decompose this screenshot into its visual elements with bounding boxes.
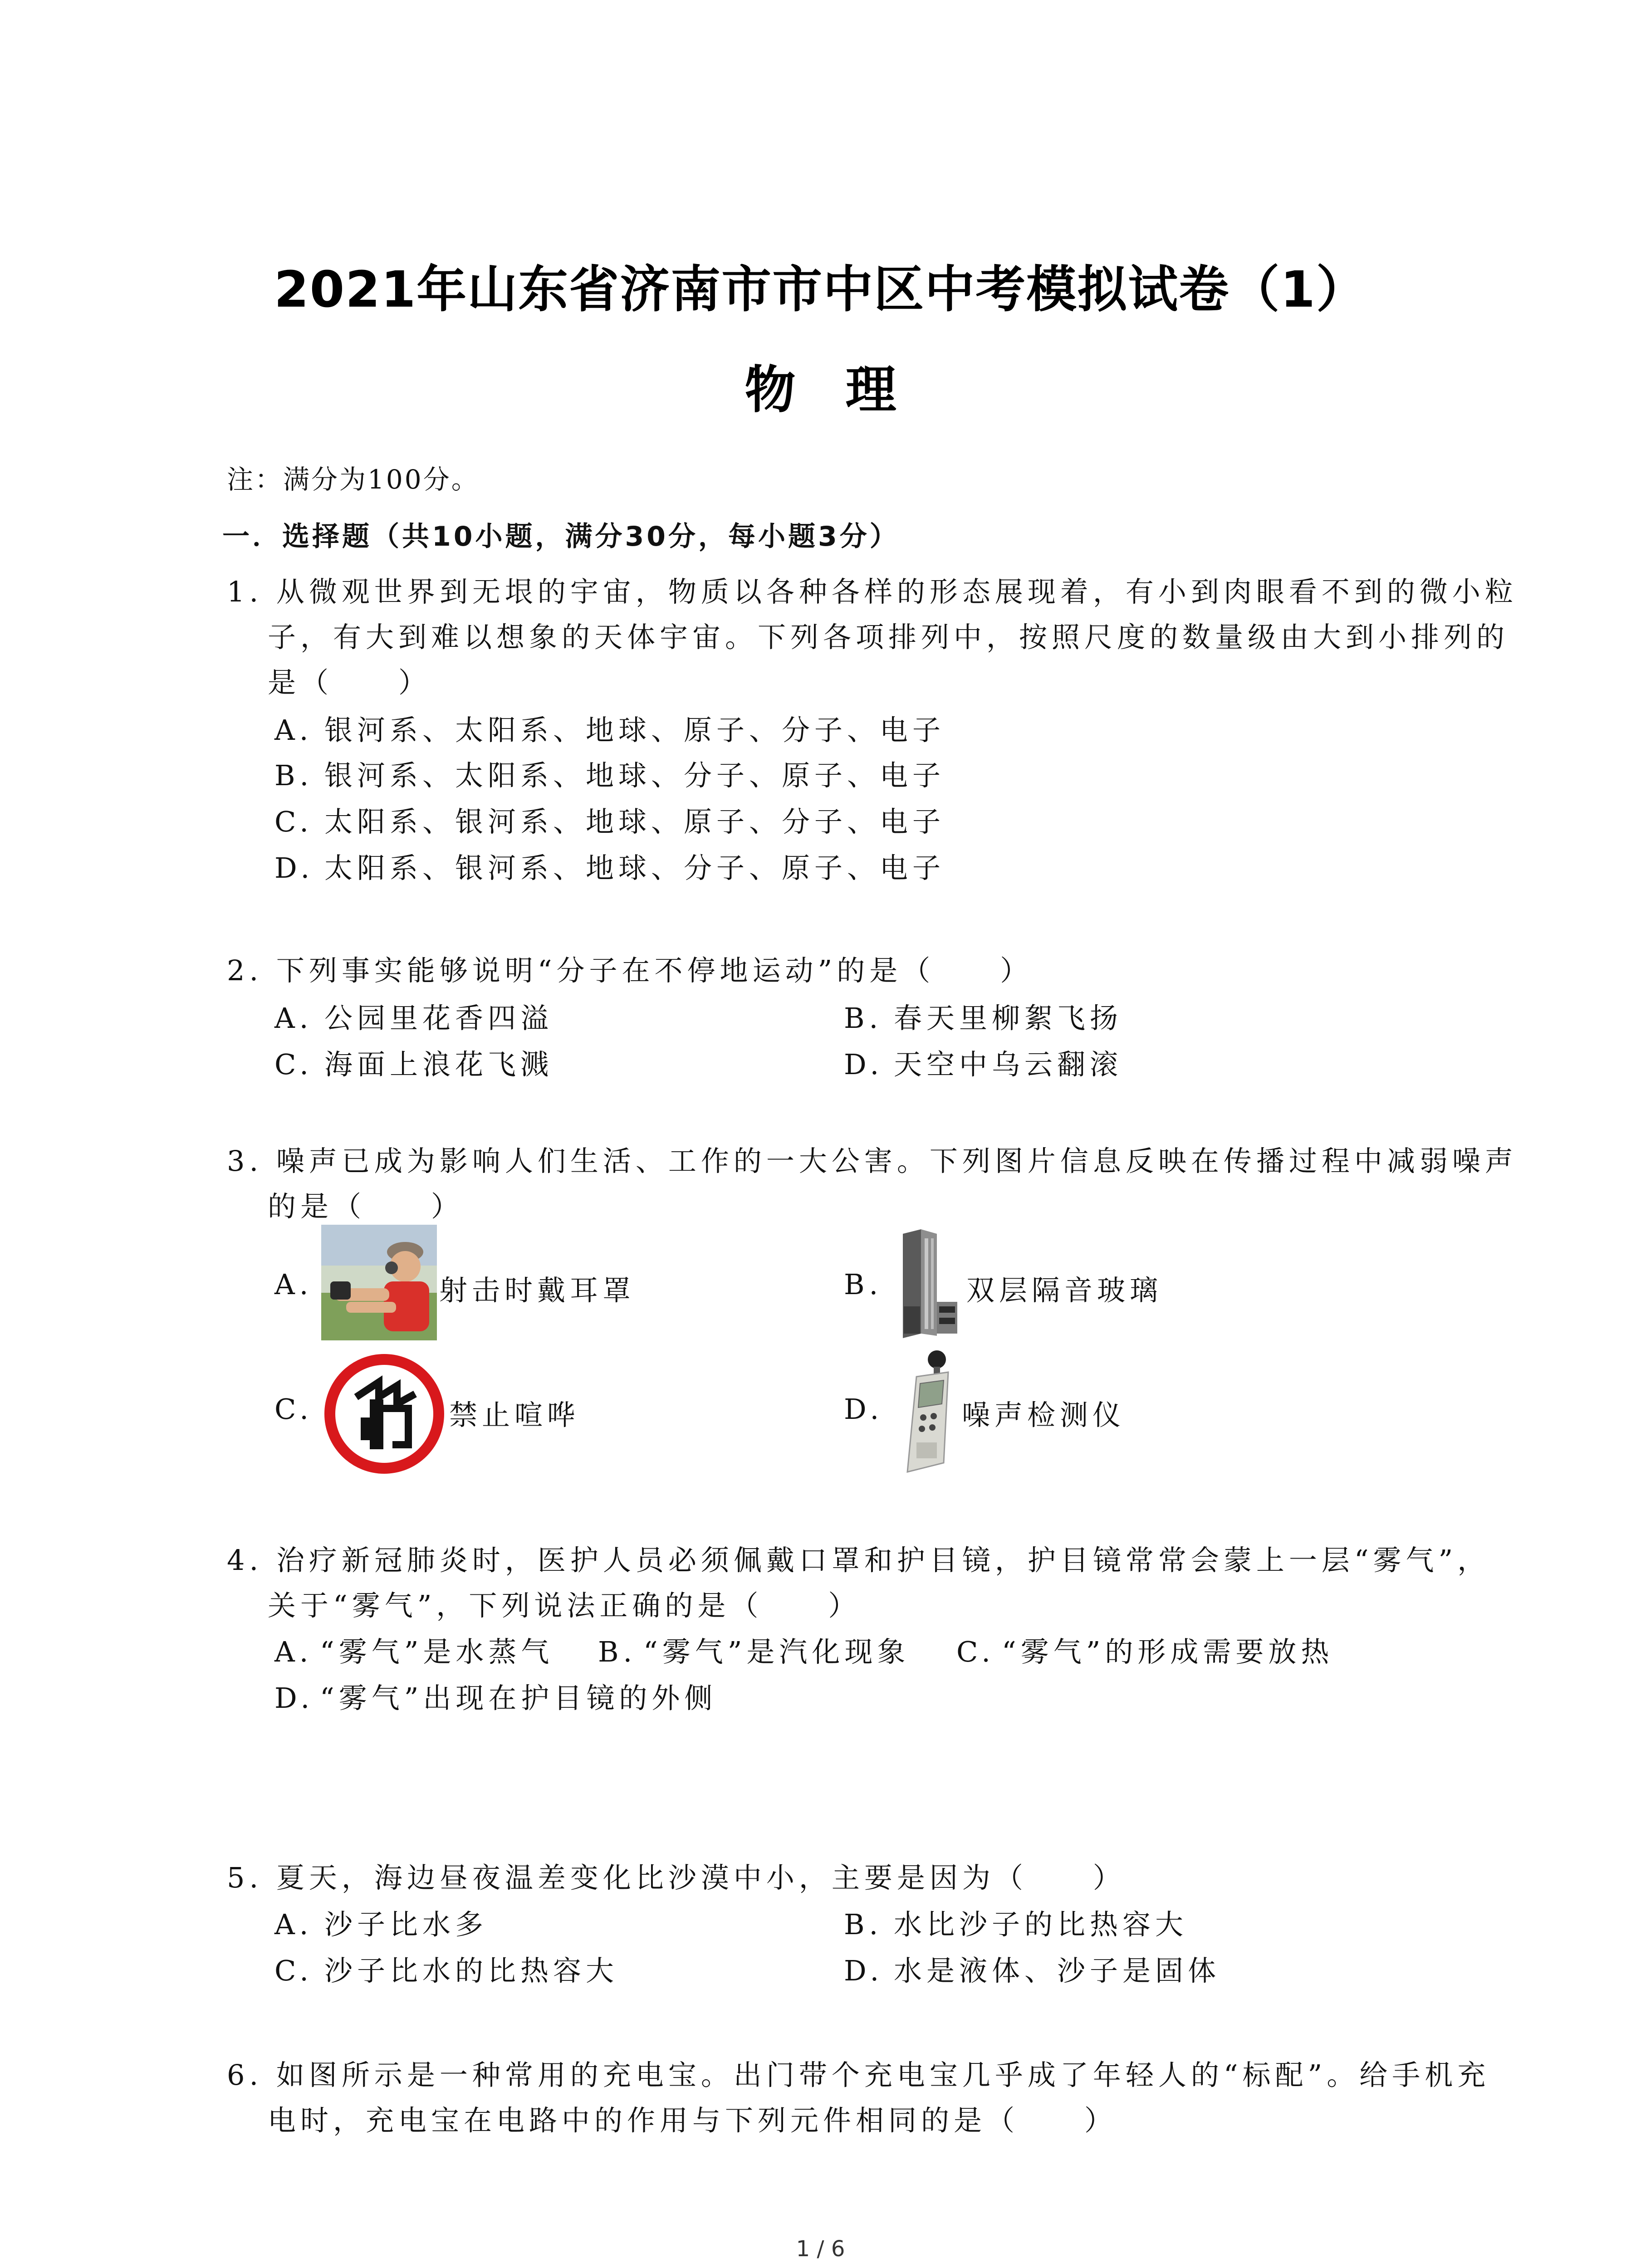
question-5-option-c[interactable]: [274, 1948, 618, 1989]
option-text: 太阳系、银河系、地球、分子、原子、电子: [324, 851, 945, 885]
option-label: A.: [274, 714, 313, 747]
option-text: 天空中乌云翻滚: [894, 1048, 1123, 1081]
question-3-option-a-text: 射击时戴耳罩: [439, 1274, 636, 1307]
option-text: 银河系、太阳系、地球、原子、分子、电子: [324, 714, 945, 747]
question-1-line-3: 是（ ）: [268, 666, 431, 699]
option-text: “雾气”是水蒸气: [320, 1635, 554, 1668]
option-text: “雾气”的形成需要放热: [1002, 1635, 1334, 1668]
option-label: D.: [844, 1048, 884, 1081]
no-horn-sign-icon: [324, 1354, 445, 1474]
question-6-line-2: 电时，充电宝在电路中的作用与下列元件相同的是（ ）: [268, 2104, 1117, 2137]
question-4-option-c[interactable]: [956, 1629, 1333, 1670]
option-label: B.: [274, 759, 314, 792]
question-1-option-c[interactable]: [274, 799, 945, 840]
question-1-line-1: 1. 从微观世界到无垠的宇宙，物质以各种各样的形态展现着，有小到肉眼看不到的微小粒: [227, 575, 1518, 608]
question-3-option-d-label[interactable]: D.: [844, 1393, 884, 1426]
double-glazing-profile-icon: [894, 1229, 962, 1338]
option-text: “雾气”是汽化现象: [643, 1635, 910, 1668]
question-3-option-b-text: 双层隔音玻璃: [966, 1274, 1163, 1307]
option-label: C.: [274, 805, 313, 838]
question-4-option-d[interactable]: [274, 1676, 717, 1716]
option-text: 银河系、太阳系、地球、分子、原子、电子: [324, 759, 945, 792]
option-text: “雾气”出现在护目镜的外侧: [320, 1681, 717, 1715]
option-label: A.: [274, 1002, 313, 1035]
question-1-option-b[interactable]: [274, 753, 945, 793]
page-number: 1 / 6: [796, 2236, 845, 2262]
question-4-line-2: 关于“雾气”，下列说法正确的是（ ）: [268, 1589, 861, 1622]
question-2-line-1: 2. 下列事实能够说明“分子在不停地运动”的是（ ）: [227, 954, 1033, 987]
question-4-line-1: 4. 治疗新冠肺炎时，医护人员必须佩戴口罩和护目镜，护目镜常常会蒙上一层“雾气”，: [227, 1544, 1490, 1577]
question-5-option-b[interactable]: [844, 1902, 1188, 1942]
noise-meter-icon: [889, 1349, 957, 1476]
question-5-option-a[interactable]: [274, 1902, 488, 1942]
question-5-line-1: 5. 夏天，海边昼夜温差变化比沙漠中小，主要是因为（ ）: [227, 1861, 1126, 1894]
option-text: 公园里花香四溢: [324, 1002, 554, 1035]
question-5-option-d[interactable]: [844, 1948, 1220, 1989]
option-text: 春天里柳絮飞扬: [894, 1002, 1123, 1035]
option-text: 水是液体、沙子是固体: [894, 1954, 1221, 1987]
question-3-option-b-label[interactable]: B.: [844, 1268, 883, 1301]
option-text: 太阳系、银河系、地球、原子、分子、电子: [324, 805, 945, 838]
option-label: B.: [598, 1635, 637, 1668]
option-label: A.: [274, 1635, 313, 1668]
option-label: A.: [274, 1908, 313, 1941]
score-note: 注：满分为100分。: [227, 464, 480, 495]
option-text: 海面上浪花飞溅: [324, 1048, 554, 1081]
question-1-option-a[interactable]: [274, 708, 945, 748]
question-3-option-d-text: 噪声检测仪: [962, 1398, 1126, 1432]
option-label: B.: [844, 1908, 883, 1941]
question-1-option-d[interactable]: [274, 846, 945, 886]
question-4-option-a[interactable]: [274, 1629, 554, 1670]
option-text: 沙子比水的比热容大: [324, 1954, 619, 1987]
option-label: D.: [844, 1954, 884, 1987]
option-label: D.: [274, 851, 314, 885]
option-label: C.: [274, 1954, 313, 1987]
option-label: B.: [844, 1002, 883, 1035]
subject-title: 物理: [745, 361, 946, 420]
question-2-option-c[interactable]: [274, 1042, 553, 1082]
option-label: D.: [274, 1681, 314, 1715]
question-3-option-a-label[interactable]: A.: [274, 1268, 313, 1301]
option-text: 水比沙子的比热容大: [894, 1908, 1188, 1941]
question-4-option-b[interactable]: [598, 1629, 910, 1670]
question-3-line-2: 的是（ ）: [268, 1190, 464, 1223]
question-6-line-1: 6. 如图所示是一种常用的充电宝。出门带个充电宝几乎成了年轻人的“标配”。给手机充: [227, 2058, 1490, 2092]
option-label: C.: [956, 1635, 995, 1668]
option-label: C.: [274, 1048, 313, 1081]
exam-title: 2021年山东省济南市市中区中考模拟试卷（1）: [274, 260, 1367, 318]
shooter-earmuffs-photo-icon: [321, 1225, 437, 1340]
question-3-option-c-text: 禁止喧哗: [449, 1398, 580, 1432]
question-2-option-d[interactable]: [844, 1042, 1122, 1082]
question-2-option-b[interactable]: [844, 996, 1122, 1036]
section-heading: 一．选择题（共10小题，满分30分，每小题3分）: [222, 521, 900, 552]
question-2-option-a[interactable]: [274, 996, 553, 1036]
question-3-option-c-label[interactable]: C.: [274, 1393, 313, 1426]
question-1-line-2: 子，有大到难以想象的天体宇宙。下列各项排列中，按照尺度的数量级由大到小排列的: [268, 621, 1509, 654]
option-text: 沙子比水多: [324, 1908, 488, 1941]
question-3-line-1: 3. 噪声已成为影响人们生活、工作的一大公害。下列图片信息反映在传播过程中减弱噪声: [227, 1144, 1518, 1178]
